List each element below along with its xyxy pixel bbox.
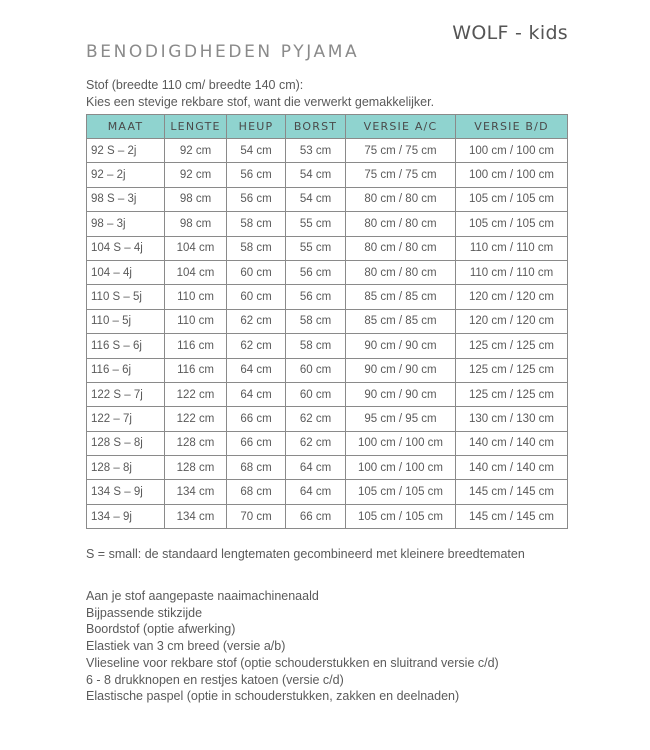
table-cell-versie-b-d: 140 cm / 140 cm (456, 431, 568, 455)
table-cell-versie-b-d: 140 cm / 140 cm (456, 456, 568, 480)
table-row (87, 334, 568, 358)
table-cell-versie-b-d: 100 cm / 100 cm (456, 139, 568, 163)
table-cell-maat: 110 – 5j (87, 309, 165, 333)
table-cell-maat: 92 – 2j (87, 163, 165, 187)
column-header-heup: HEUP (227, 115, 286, 139)
column-header-borst: BORST (286, 115, 346, 139)
supplies-list (86, 588, 586, 716)
table-cell-versie-a-c: 90 cm / 90 cm (346, 334, 456, 358)
table-row (87, 382, 568, 406)
table-cell-borst: 60 cm (286, 382, 346, 406)
table-cell-maat: 92 S – 2j (87, 139, 165, 163)
fabric-intro (86, 77, 434, 111)
table-cell-lengte: 128 cm (165, 456, 227, 480)
table-row (87, 260, 568, 284)
table-row (87, 212, 568, 236)
table-cell-heup: 66 cm (227, 431, 286, 455)
table-cell-lengte: 122 cm (165, 382, 227, 406)
table-cell-lengte: 98 cm (165, 187, 227, 211)
table-cell-maat: 128 – 8j (87, 456, 165, 480)
table-row (87, 309, 568, 333)
table-cell-maat: 122 S – 7j (87, 382, 165, 406)
table-cell-borst: 53 cm (286, 139, 346, 163)
table-cell-maat: 110 S – 5j (87, 285, 165, 309)
table-cell-lengte: 128 cm (165, 431, 227, 455)
list-item: Bijpassende stikzijde (86, 605, 203, 620)
table-cell-versie-b-d: 110 cm / 110 cm (456, 260, 568, 284)
table-row (87, 139, 568, 163)
table-cell-versie-a-c: 75 cm / 75 cm (346, 139, 456, 163)
table-cell-heup: 58 cm (227, 212, 286, 236)
table-cell-borst: 54 cm (286, 187, 346, 211)
table-cell-heup: 62 cm (227, 334, 286, 358)
table-cell-versie-a-c: 90 cm / 90 cm (346, 382, 456, 406)
table-cell-versie-a-c: 100 cm / 100 cm (346, 456, 456, 480)
table-cell-lengte: 134 cm (165, 480, 227, 504)
table-row (87, 407, 568, 431)
table-cell-versie-a-c: 75 cm / 75 cm (346, 163, 456, 187)
table-row (87, 431, 568, 455)
table-cell-versie-a-c: 80 cm / 80 cm (346, 212, 456, 236)
table-row (87, 163, 568, 187)
table-cell-borst: 58 cm (286, 334, 346, 358)
table-cell-versie-b-d: 125 cm / 125 cm (456, 382, 568, 406)
table-cell-borst: 54 cm (286, 163, 346, 187)
column-header-versie-b-d: VERSIE B/D (456, 115, 568, 139)
fabric-width-line: Stof (breedte 110 cm/ breedte 140 cm): (86, 78, 304, 92)
table-cell-borst: 66 cm (286, 504, 346, 528)
table-cell-versie-a-c: 80 cm / 80 cm (346, 187, 456, 211)
table-cell-lengte: 104 cm (165, 236, 227, 260)
page-title: BENODIGDHEDEN PYJAMA (86, 42, 360, 62)
table-cell-lengte: 122 cm (165, 407, 227, 431)
table-row (87, 504, 568, 528)
list-item: Elastiek van 3 cm breed (versie a/b) (86, 639, 286, 654)
table-cell-lengte: 104 cm (165, 260, 227, 284)
table-cell-borst: 55 cm (286, 212, 346, 236)
list-item: Aan je stof aangepaste naaimachinenaald (86, 589, 319, 603)
table-cell-borst: 56 cm (286, 285, 346, 309)
table-cell-versie-a-c: 90 cm / 90 cm (346, 358, 456, 382)
size-note: S = small: de standaard lengtematen gecombineerd met kleinere breedtematen (86, 547, 525, 561)
table-row (87, 187, 568, 211)
table-cell-lengte: 92 cm (165, 163, 227, 187)
table-cell-versie-a-c: 105 cm / 105 cm (346, 480, 456, 504)
table-cell-maat: 134 – 9j (87, 504, 165, 528)
table-cell-heup: 68 cm (227, 480, 286, 504)
table-cell-versie-b-d: 125 cm / 125 cm (456, 358, 568, 382)
table-cell-versie-a-c: 80 cm / 80 cm (346, 236, 456, 260)
table-cell-borst: 64 cm (286, 480, 346, 504)
table-cell-maat: 134 S – 9j (87, 480, 165, 504)
column-header-lengte: LENGTE (165, 115, 227, 139)
table-row (87, 285, 568, 309)
table-cell-borst: 60 cm (286, 358, 346, 382)
table-cell-versie-b-d: 120 cm / 120 cm (456, 309, 568, 333)
table-cell-heup: 58 cm (227, 236, 286, 260)
table-cell-lengte: 134 cm (165, 504, 227, 528)
table-cell-versie-a-c: 85 cm / 85 cm (346, 285, 456, 309)
table-cell-lengte: 92 cm (165, 139, 227, 163)
table-cell-heup: 60 cm (227, 260, 286, 284)
table-cell-versie-b-d: 105 cm / 105 cm (456, 187, 568, 211)
table-cell-heup: 66 cm (227, 407, 286, 431)
table-cell-versie-a-c: 85 cm / 85 cm (346, 309, 456, 333)
table-cell-heup: 62 cm (227, 309, 286, 333)
table-cell-versie-b-d: 145 cm / 145 cm (456, 504, 568, 528)
brand-label: WOLF - kids (452, 22, 568, 44)
list-item: Boordstof (optie afwerking) (86, 622, 236, 637)
table-cell-borst: 64 cm (286, 456, 346, 480)
list-item: Elastische paspel (optie in schouderstukken, zakken en deelnaden) (86, 689, 460, 704)
table-header-row (87, 115, 568, 139)
table-cell-borst: 58 cm (286, 309, 346, 333)
table-cell-versie-b-d: 120 cm / 120 cm (456, 285, 568, 309)
table-cell-versie-b-d: 130 cm / 130 cm (456, 407, 568, 431)
fabric-advice-line: Kies een stevige rekbare stof, want die verwerkt gemakkelijker. (86, 95, 435, 109)
table-cell-versie-a-c: 95 cm / 95 cm (346, 407, 456, 431)
table-cell-maat: 116 – 6j (87, 358, 165, 382)
table-cell-maat: 104 – 4j (87, 260, 165, 284)
table-cell-versie-b-d: 125 cm / 125 cm (456, 334, 568, 358)
table-cell-lengte: 116 cm (165, 358, 227, 382)
table-cell-heup: 64 cm (227, 382, 286, 406)
table-cell-heup: 60 cm (227, 285, 286, 309)
table-cell-versie-a-c: 105 cm / 105 cm (346, 504, 456, 528)
list-item: Vlieseline voor rekbare stof (optie schouderstukken en sluitrand versie c/d) (86, 655, 499, 670)
column-header-versie-a-c: VERSIE A/C (346, 115, 456, 139)
table-cell-heup: 68 cm (227, 456, 286, 480)
table-cell-versie-a-c: 80 cm / 80 cm (346, 260, 456, 284)
column-header-maat: MAAT (87, 115, 165, 139)
table-cell-versie-b-d: 100 cm / 100 cm (456, 163, 568, 187)
table-cell-heup: 70 cm (227, 504, 286, 528)
table-cell-lengte: 110 cm (165, 285, 227, 309)
table-cell-lengte: 116 cm (165, 334, 227, 358)
table-cell-versie-b-d: 105 cm / 105 cm (456, 212, 568, 236)
table-cell-borst: 55 cm (286, 236, 346, 260)
table-cell-borst: 62 cm (286, 431, 346, 455)
table-cell-maat: 122 – 7j (87, 407, 165, 431)
table-row (87, 236, 568, 260)
table-cell-heup: 56 cm (227, 187, 286, 211)
table-cell-borst: 56 cm (286, 260, 346, 284)
table-cell-maat: 128 S – 8j (87, 431, 165, 455)
table-cell-heup: 56 cm (227, 163, 286, 187)
table-row (87, 456, 568, 480)
table-cell-versie-a-c: 100 cm / 100 cm (346, 431, 456, 455)
table-row (87, 480, 568, 504)
table-cell-maat: 98 S – 3j (87, 187, 165, 211)
table-cell-maat: 116 S – 6j (87, 334, 165, 358)
table-cell-versie-b-d: 110 cm / 110 cm (456, 236, 568, 260)
table-cell-versie-b-d: 145 cm / 145 cm (456, 480, 568, 504)
table-row (87, 358, 568, 382)
list-item: 6 - 8 drukknopen en restjes katoen (versie c/d) (86, 672, 344, 687)
table-body (87, 139, 568, 529)
table-cell-borst: 62 cm (286, 407, 346, 431)
table-cell-lengte: 110 cm (165, 309, 227, 333)
table-cell-maat: 104 S – 4j (87, 236, 165, 260)
size-table (86, 114, 568, 529)
table-cell-heup: 64 cm (227, 358, 286, 382)
table-cell-heup: 54 cm (227, 139, 286, 163)
table-cell-lengte: 98 cm (165, 212, 227, 236)
table-cell-maat: 98 – 3j (87, 212, 165, 236)
